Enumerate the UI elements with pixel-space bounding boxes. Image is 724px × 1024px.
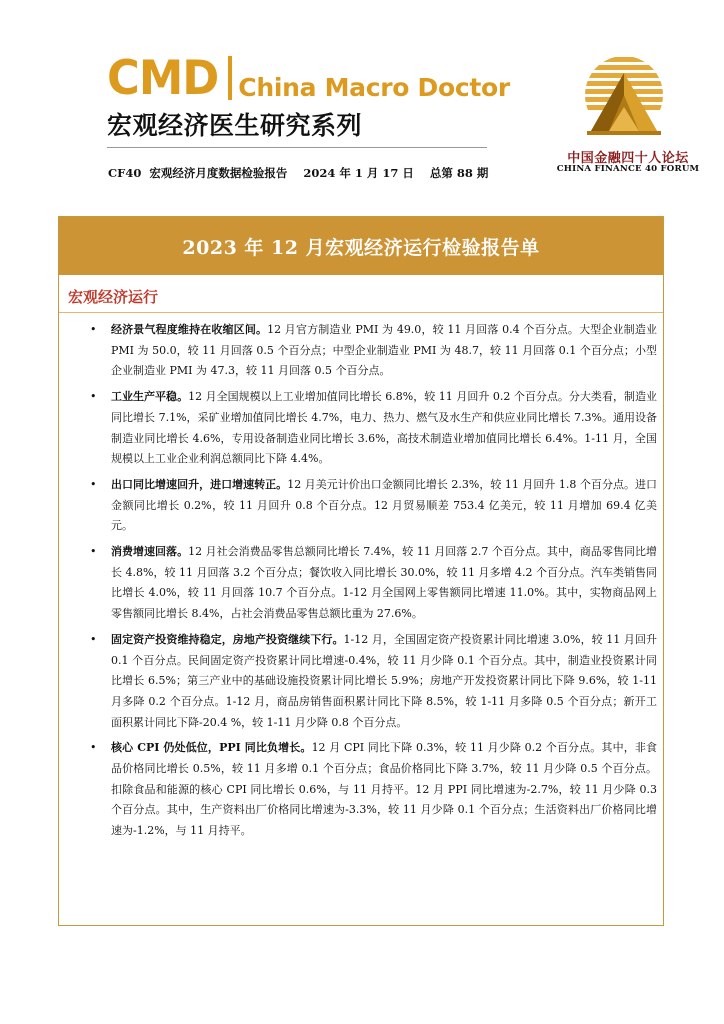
item-heading: 出口同比增速回升，进口增速转正。 (111, 477, 288, 491)
bullet-icon: • (90, 741, 97, 755)
list-item (59, 738, 663, 842)
report-title-bar (59, 217, 663, 275)
section-divider (59, 312, 663, 313)
cf40-forum-logo-icon (583, 55, 665, 141)
cmd-logo-row (107, 51, 510, 106)
item-paragraph (111, 630, 657, 734)
item-body: 12 月 CPI 同比下降 0.3%，较 11 月少降 0.2 个百分点。其中，非食品价格同比增长 0.5%，较 11 月多增 0.1 个百分点；食品价格同比下降 3.7%，较 11 月少降 0.5 个百分点。扣除食品和能源的核心 CPI 同比增长 0.6%，与 11 月持平。12 月 PPI 同比增速为-2.7%，较 11 月少降 0.3 个百分点。其中，生产资料出厂价格同比增速为-3.3%，较 11 月少降 0.1 个百分点；生活资料出厂价格同比增速为-1.2%，与 11 月持平。 (111, 741, 657, 838)
cmd-logo: CMD (107, 51, 219, 106)
bullet-icon: • (90, 545, 97, 559)
list-item (59, 387, 663, 470)
item-heading: 经济景气程度维持在收缩区间。 (111, 323, 268, 336)
list-item (59, 320, 663, 382)
item-heading: 固定资产投资维持稳定，房地产投资继续下行。 (111, 632, 344, 646)
item-paragraph (111, 475, 657, 537)
report-items-list (59, 320, 663, 847)
item-body: 12 月美元计价出口金额同比增长 2.3%，较 11 月回升 1.8 个百分点。进口金额同比增长 0.2%，较 11 月回升 0.8 个百分点。12 月贸易顺差 753.4 亿美元，较 11 月增加 69.4 亿美元。 (111, 477, 657, 533)
report-title: 2023 年 12 月宏观经济运行检验报告单 (182, 236, 540, 259)
item-heading: 消费增速回落。 (111, 545, 189, 559)
item-paragraph (111, 738, 657, 842)
item-body: 12 月官方制造业 PMI 为 49.0，较 11 月回落 0.4 个百分点。大型企业制造业 PMI 为 50.0，较 11 月回落 0.5 个百分点；中型企业制造业 PMI 为 48.7，较 11 月回落 0.1 个百分点；小型企业制造业 PMI 为 47.3，较 11 月回落 0.5 个百分点。 (111, 323, 657, 378)
forum-name-cn: 中国金融四十人论坛 (567, 151, 689, 166)
item-paragraph (111, 320, 657, 382)
page-header (0, 0, 724, 200)
list-item (59, 475, 663, 537)
issue-info: CF40 宏观经济月度数据检验报告 2024 年 1 月 17 日 总第 88 期 (108, 166, 489, 180)
bullet-icon: • (90, 632, 97, 646)
item-heading: 工业生产平稳。 (111, 390, 189, 404)
report-card (58, 216, 664, 926)
header-divider (107, 147, 487, 148)
item-body: 12 月社会消费品零售总额同比增长 7.4%，较 11 月回落 2.7 个百分点。其中，商品零售同比增长 4.8%，较 11 月回落 3.2 个百分点；餐饮收入同比增长 30.0%，较 11 月多增 4.2 个百分点。汽车类销售同比增长 4.0%，较 11 月回落 10.7 个百分点。1-12 月全国网上零售额同比增速 11.0%。其中，实物商品网上零售额同比增长 8.4%，占社会消费品零售总额比重为 27.6%。 (111, 545, 657, 621)
cmd-english-name: China Macro Doctor (238, 73, 510, 102)
item-body: 1-12 月，全国固定资产投资累计同比增速 3.0%，较 11 月回升 0.1 个百分点。民间固定资产投资累计同比增速-0.4%，较 11 月少降 0.1 个百分点。其中，制造业投资累计同比增长 6.5%；第三产业中的基础设施投资累计同比增长 5.9%；房地产开发投资累计同比下降 9.6%，较 1-11 月多降 0.2 个百分点。1-12 月，商品房销售面积累计同比下降 8.5%，较 1-11 月多降 0.5 个百分点；新开工面积累计同比下降-20.4 %，较 1-11 月少降 0.8 个百分点。 (111, 632, 658, 729)
item-body: 12 月全国规模以上工业增加值同比增长 6.8%，较 11 月回升 0.2 个百分点。分大类看，制造业同比增长 7.1%，采矿业增加值同比增长 4.7%，电力、热力、燃气及水生产和供应业同比增长 7.3%。通用设备制造业同比增长 4.6%，专用设备制造业同比增长 3.6%，高技术制造业增加值同比增长 6.4%。1-11 月，全国规模以上工业企业利润总额同比下降 4.4%。 (111, 390, 657, 466)
bullet-icon: • (90, 390, 97, 404)
item-paragraph (111, 542, 657, 625)
series-title: 宏观经济医生研究系列 (107, 111, 363, 140)
item-paragraph (111, 387, 657, 470)
list-item (59, 630, 663, 734)
cmd-logo-divider (228, 56, 232, 100)
bullet-icon: • (90, 477, 97, 491)
section-title: 宏观经济运行 (68, 288, 159, 306)
forum-name-en: CHINA FINANCE 40 FORUM (556, 164, 700, 174)
list-item (59, 542, 663, 625)
item-heading: 核心 CPI 仍处低位，PPI 同比负增长。 (111, 741, 312, 755)
bullet-icon: • (90, 323, 97, 336)
